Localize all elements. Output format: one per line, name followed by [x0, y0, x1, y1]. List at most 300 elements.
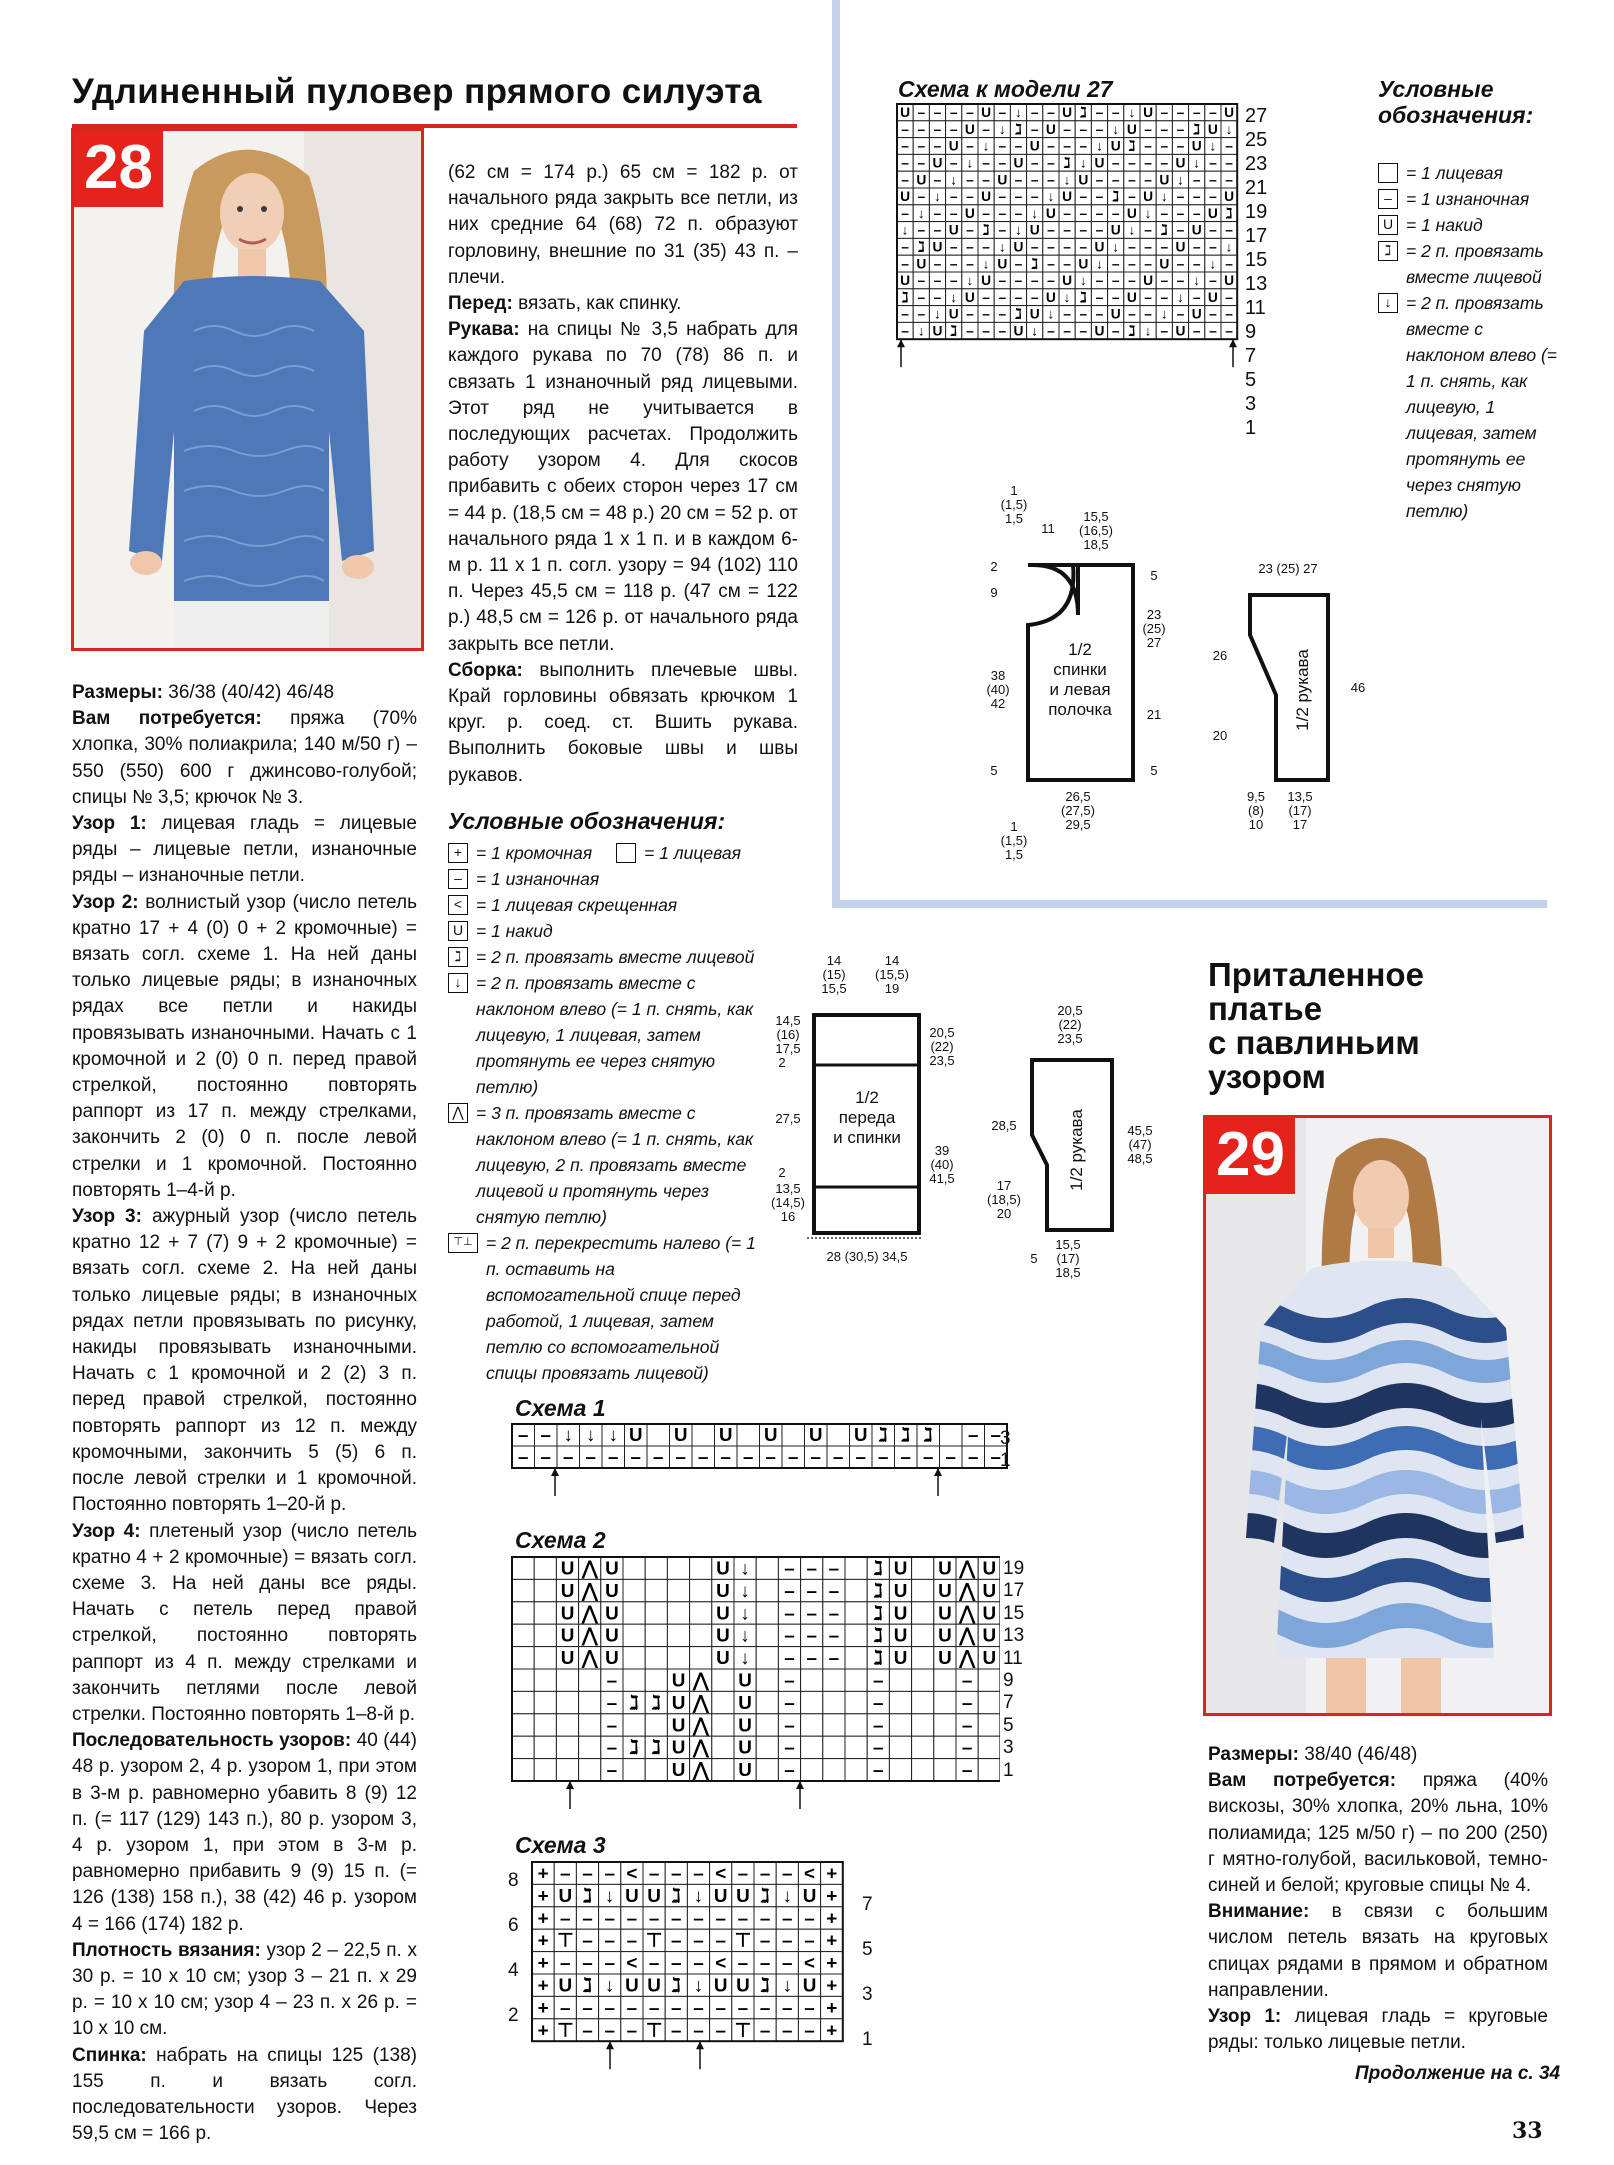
dim-b10: 20,5: [929, 1025, 955, 1040]
chart-symbol: –: [1144, 239, 1152, 255]
chart-symbol: –: [873, 1714, 884, 1736]
chart-symbol: –: [671, 1952, 682, 1974]
chart-symbol: ↓: [1015, 105, 1022, 121]
model27-chart-title: Схема к модели 27: [898, 76, 1113, 102]
chart-symbol: –: [933, 105, 942, 121]
chart-symbol: –: [671, 1929, 682, 1951]
body-label-2: и спинки: [833, 1128, 901, 1147]
dim-b6: 14,5: [775, 1013, 801, 1028]
chart-symbol: U: [938, 1624, 952, 1646]
chart-symbol: –: [945, 1446, 956, 1468]
chart-symbol: ⋀: [959, 1624, 975, 1646]
chart-symbol: U: [1143, 105, 1154, 121]
chart-symbol: –: [917, 121, 926, 137]
dim-b12: 23,5: [929, 1053, 955, 1068]
chart-cell: [556, 1669, 578, 1691]
chart-symbol: U: [1224, 189, 1235, 205]
chart-symbol: –: [1160, 289, 1169, 305]
chart-cell: [912, 1579, 934, 1601]
chart-cell: [512, 1736, 534, 1758]
dim-b5: 19: [884, 981, 900, 996]
chart-symbol: –: [966, 172, 974, 188]
chart-symbol: –: [873, 1669, 884, 1691]
model28-legend: + = 1 кромочная = 1 лицевая – = 1 изнаночная < = 1 лицевая скрещенная U = 1 накид ℷ = 2 п. провязать вместе лицевой ↓ = 2 п. провязать вместе с наклоном влево (= 1 п. снять, как лицевую, 1 лицевая, затем протянуть ее через снятую петлю) ⋀ = 3 п. провязать вместе с наклоном влево (= 1 п. снять, как лицевую, 2 п. провязать вместе лицевой и протянуть через снятую петлю) ⊤⊥ = 2 п. перекрестить налево (= 1 п. оставить на вспомогательной спице перед работой, 1 лицевая, затем петлю со вспомогательной спицы провязать лицевой): [448, 840, 763, 1386]
chart-symbol: U: [1078, 172, 1089, 188]
chart-cell: [645, 1647, 667, 1669]
svg-text:(40): (40): [986, 682, 1010, 697]
chart-symbol: U: [738, 1691, 752, 1713]
chart-symbol: –: [782, 1952, 793, 1974]
chart-symbol: –: [804, 1929, 815, 1951]
chart-cell: [534, 1714, 556, 1736]
scheme2-chart: [510, 1555, 1000, 1815]
chart-cell: [556, 1691, 578, 1713]
chart-symbol: ↓: [563, 1424, 573, 1446]
m27-body-label-3: полочка: [1048, 700, 1112, 719]
chart-symbol: –: [784, 1669, 795, 1691]
chart-symbol: –: [806, 1647, 817, 1669]
chart-symbol: U: [713, 1884, 728, 1906]
chart-symbol: –: [806, 1579, 817, 1601]
chart-symbol: –: [626, 1996, 638, 2018]
chart-symbol: –: [917, 105, 926, 121]
chart-symbol: ℷ: [651, 1691, 661, 1713]
chart-symbol: U: [1159, 256, 1170, 272]
chart-symbol: –: [1128, 172, 1136, 188]
chart-symbol: ↓: [740, 1579, 750, 1601]
chart-cell: [692, 1424, 715, 1446]
chart-symbol: +: [826, 1952, 838, 1974]
chart-cell: [690, 1557, 712, 1579]
chart-symbol: –: [961, 1691, 973, 1713]
repeat-arrowhead: [1229, 339, 1237, 347]
chart-cell: [845, 1691, 867, 1713]
chart-symbol: ↓: [782, 1974, 793, 1996]
chart-symbol: ↓: [982, 138, 990, 154]
purl-symbol: –: [1378, 189, 1398, 209]
chart-symbol: –: [1014, 138, 1023, 154]
chart-symbol: –: [784, 1647, 795, 1669]
chart-symbol: –: [855, 1446, 866, 1468]
chart-symbol: –: [966, 239, 974, 255]
chart-symbol: U: [716, 1602, 730, 1624]
chart-symbol: –: [949, 105, 958, 121]
chart-symbol: U: [802, 1974, 817, 1996]
chart-symbol: –: [966, 306, 974, 322]
svg-text:9,5: 9,5: [1246, 789, 1266, 804]
chart-symbol: U: [1094, 155, 1105, 171]
chart-symbol: –: [933, 172, 942, 188]
chart-symbol: –: [585, 1446, 596, 1468]
chart-symbol: –: [671, 2019, 682, 2041]
chart-symbol: –: [966, 189, 974, 205]
m27-body-label-1: спинки: [1053, 660, 1107, 679]
chart-cell: [912, 1602, 934, 1624]
dim-b9: 2: [778, 1055, 786, 1070]
scheme3-chart: [530, 1860, 860, 2070]
chart-symbol: ⋀: [692, 1669, 709, 1691]
chart-symbol: –: [782, 1862, 793, 1884]
chart-symbol: –: [540, 1424, 551, 1446]
chart-symbol: ↓: [1209, 256, 1217, 272]
chart-symbol: –: [671, 1996, 682, 2018]
chart-symbol: –: [1192, 189, 1201, 205]
chart-symbol: –: [604, 1996, 615, 2018]
chart-cell: [912, 1669, 934, 1691]
chart-cell: [534, 1624, 556, 1646]
chart-symbol: –: [608, 1446, 619, 1468]
chart-symbol: –: [990, 1446, 1001, 1468]
dim-b7: (16): [776, 1027, 800, 1042]
chart-symbol: –: [1030, 172, 1039, 188]
chart-symbol: U: [1013, 323, 1024, 339]
chart-cell: [556, 1736, 578, 1758]
chart-cell: [889, 1669, 911, 1691]
chart-symbol: –: [901, 306, 909, 322]
chart-cell: [823, 1669, 845, 1691]
chart-symbol: +: [537, 1884, 549, 1906]
chart-symbol: –: [966, 105, 974, 121]
chart-cell: [579, 1691, 601, 1713]
chart-symbol: –: [828, 1579, 840, 1601]
chart-symbol: –: [784, 1579, 795, 1601]
m27-body-label-2: и левая: [1049, 680, 1111, 699]
chart-symbol: ↓: [740, 1602, 750, 1624]
chart-symbol: –: [759, 1907, 771, 1929]
dim-s4: 17: [996, 1178, 1012, 1193]
chart-symbol: U: [893, 1647, 908, 1669]
chart-symbol: –: [961, 1759, 973, 1781]
chart-symbol: –: [784, 1602, 795, 1624]
chart-symbol: –: [1111, 205, 1120, 221]
chart-symbol: U: [916, 256, 927, 272]
chart-symbol: U: [1094, 239, 1105, 255]
chart-symbol: ↓: [1015, 222, 1022, 238]
chart-symbol: U: [605, 1579, 619, 1601]
chart-symbol: –: [606, 1669, 618, 1691]
chart-symbol: –: [606, 1714, 618, 1736]
chart-cell: [889, 1691, 911, 1713]
chart-symbol: –: [1192, 105, 1201, 121]
chart-symbol: U: [1062, 105, 1073, 121]
chart-cell: [756, 1624, 778, 1646]
chart-symbol: ℷ: [671, 1884, 681, 1906]
chart-cell: [667, 1624, 689, 1646]
chart-cell: [978, 1669, 1000, 1691]
chart-symbol: –: [1225, 155, 1233, 171]
chart-symbol: –: [648, 1862, 660, 1884]
chart-symbol: –: [982, 205, 990, 221]
chart-symbol: ↓: [1031, 205, 1039, 221]
chart-symbol: U: [716, 1579, 730, 1601]
chart-symbol: ℷ: [583, 1974, 592, 1996]
chart-symbol: ⋀: [581, 1557, 598, 1579]
chart-symbol: –: [828, 1624, 840, 1646]
chart-symbol: –: [806, 1602, 817, 1624]
chart-symbol: ℷ: [1225, 205, 1233, 221]
chart-symbol: –: [1079, 121, 1088, 137]
chart-cell: [712, 1669, 734, 1691]
chart-symbol: U: [560, 1647, 575, 1669]
chart-cell: [667, 1579, 689, 1601]
model28-photo: [71, 128, 424, 651]
chart-symbol: U: [932, 323, 943, 339]
dim-s8: (47): [1128, 1137, 1152, 1152]
chart-symbol: –: [784, 1624, 795, 1646]
chart-symbol: –: [604, 1862, 615, 1884]
dim-s10: 5: [1030, 1251, 1038, 1266]
chart-symbol: –: [582, 1996, 593, 2018]
chart-symbol: –: [1128, 155, 1136, 171]
chart-cell: [889, 1736, 911, 1758]
twisted-knit-symbol: <: [448, 895, 468, 915]
chart-symbol: +: [537, 1996, 549, 2018]
chart-cell: [512, 1602, 534, 1624]
chart-symbol: –: [1160, 273, 1169, 289]
chart-cell: [623, 1647, 645, 1669]
chart-symbol: –: [1079, 205, 1088, 221]
chart-symbol: U: [1175, 239, 1186, 255]
chart-symbol: –: [1209, 306, 1217, 322]
chart-symbol: ↓: [1112, 121, 1120, 137]
chart-symbol: –: [1111, 273, 1120, 289]
chart-symbol: +: [826, 1974, 838, 1996]
chart-symbol: –: [1095, 205, 1104, 221]
chart-symbol: –: [1014, 205, 1023, 221]
chart-symbol: –: [1079, 189, 1088, 205]
chart-symbol: –: [1209, 155, 1217, 171]
chart-cell: [934, 1736, 956, 1758]
chart-symbol: –: [1225, 306, 1233, 322]
chart-symbol: ↓: [740, 1624, 750, 1646]
chart-symbol: –: [1176, 205, 1185, 221]
svg-text:1,5: 1,5: [1004, 847, 1024, 862]
chart-symbol: –: [560, 1907, 571, 1929]
knit-symbol: [1378, 163, 1398, 183]
model28-schematic: [772, 955, 1172, 1285]
chart-symbol: U: [1224, 105, 1235, 121]
chart-symbol: –: [982, 172, 990, 188]
chart-cell: [690, 1579, 712, 1601]
svg-text:(1,5): (1,5): [1000, 497, 1028, 512]
chart-symbol: ⋀: [581, 1602, 598, 1624]
chart-symbol: –: [1063, 121, 1071, 137]
chart-symbol: +: [537, 1952, 549, 1974]
chart-symbol: –: [1144, 306, 1152, 322]
chart-symbol: –: [648, 1907, 660, 1929]
chart-symbol: U: [1094, 323, 1105, 339]
chart-cell: [912, 1624, 934, 1646]
chart-symbol: –: [804, 2019, 815, 2041]
chart-cell: [978, 1714, 1000, 1736]
dim-b16: (14,5): [772, 1195, 805, 1210]
chart-symbol: <: [715, 1952, 727, 1974]
chart-symbol: ℷ: [1161, 222, 1168, 238]
chart-cell: [934, 1691, 956, 1713]
chart-symbol: –: [737, 1862, 749, 1884]
chart-symbol: U: [1175, 155, 1186, 171]
svg-text:1: 1: [1010, 819, 1018, 834]
chart-symbol: +: [537, 1907, 549, 1929]
chart-symbol: ↓: [782, 1884, 793, 1906]
chart-symbol: U: [671, 1691, 686, 1713]
chart-symbol: U: [560, 1602, 575, 1624]
chart-symbol: U: [1191, 306, 1202, 322]
chart-symbol: –: [582, 1952, 593, 1974]
svg-text:(16,5): (16,5): [1079, 523, 1113, 538]
k2tog-symbol: ℷ: [448, 947, 468, 967]
chart-symbol: –: [1160, 323, 1169, 339]
chart-symbol: ↓: [1063, 172, 1071, 188]
chart-symbol: –: [917, 155, 926, 171]
chart-symbol: ↓: [1128, 105, 1136, 121]
chart-cell: [667, 1557, 689, 1579]
chart-symbol: U: [1045, 289, 1056, 305]
dress-photo-illustration: [1206, 1118, 1549, 1713]
chart-symbol: –: [1063, 239, 1071, 255]
chart-symbol: –: [998, 273, 1007, 289]
chart-symbol: –: [1225, 256, 1233, 272]
continued-note: Продолжение на с. 34: [1355, 2063, 1561, 2084]
chart-symbol: –: [582, 1907, 593, 1929]
chart-symbol: ↓: [604, 1974, 615, 1996]
model28-right-text: (62 см = 174 р.) 65 см = 182 р. от начального ряда закрыть все петли, из них средние 64 (68) 72 п. образуют горловину, внешние по 31 (35) 43 п. – плечи. Перед: вязать, как спинку. Рукава: на спицы № 3,5 набрать для каждого рукава по 70 (78) 86 п. и связать 1 изнаночный ряд лицевыми. Этот ряд не учитывается в последующих расчетах. Продолжить работу узором 4. Для скосов прибавить с обеих сторон через 17 см = 44 р. (18,5 см = 48 р.) 20 см = 52 р. от начального ряда 1 х 1 п. и в каждом 6-м р. 11 х 1 п. согл. узору = 94 (102) 110 п. Через 45,5 см = 118 р. (47 см = 122 р.) 48,5 см = 126 р. от начального ряда закрыть все петли. Сборка: выполнить плечевые швы. Край горловины обвязать крючком 1 круг. р. соед. ст. Вшить рукава. Выполнить боковые швы и швы рукавов.: [448, 162, 798, 786]
scheme3-row-labels-right: 7 5 3 1: [862, 1894, 873, 2050]
chart-symbol: <: [626, 1952, 638, 1974]
chart-symbol: –: [1095, 172, 1104, 188]
sleeve-label: 1/2 рукава: [1067, 1109, 1086, 1191]
chart-symbol: –: [1160, 205, 1169, 221]
chart-symbol: U: [1078, 256, 1089, 272]
chart-symbol: –: [933, 205, 942, 221]
chart-cell: [690, 1624, 712, 1646]
chart-symbol: ℷ: [671, 1974, 681, 1996]
chart-symbol: ⊤: [645, 1929, 663, 1951]
chart-symbol: –: [828, 1602, 840, 1624]
chart-symbol: ↓: [934, 306, 941, 322]
chart-symbol: ↓: [982, 256, 990, 272]
chart-cell: [512, 1579, 534, 1601]
chart-symbol: –: [1144, 222, 1152, 238]
chart-symbol: –: [901, 155, 909, 171]
chart-symbol: U: [802, 1884, 817, 1906]
chart-symbol: –: [873, 1759, 884, 1781]
chart-symbol: –: [1030, 105, 1039, 121]
m27-sleeve-label: 1/2 рукава: [1293, 649, 1312, 731]
chart-symbol: U: [1207, 121, 1218, 137]
chart-symbol: –: [1095, 189, 1104, 205]
chart-symbol: ℷ: [901, 289, 909, 305]
chart-symbol: –: [1111, 256, 1120, 272]
model27-frame-bottom: [832, 900, 1547, 908]
dim-b20: 41,5: [929, 1171, 955, 1186]
chart-symbol: –: [1176, 189, 1185, 205]
m27-body-label-0: 1/2: [1068, 640, 1092, 659]
chart-cell: [845, 1736, 867, 1758]
chart-symbol: U: [982, 1602, 997, 1624]
chart-symbol: –: [737, 1952, 749, 1974]
chart-symbol: ↓: [998, 239, 1006, 255]
chart-symbol: –: [784, 1557, 795, 1579]
chart-symbol: <: [715, 1862, 727, 1884]
chart-symbol: –: [961, 1714, 973, 1736]
chart-symbol: –: [998, 222, 1007, 238]
chart-symbol: –: [782, 1907, 793, 1929]
chart-symbol: ↓: [693, 1974, 704, 1996]
chart-symbol: ⊤: [734, 1929, 752, 1951]
chart-cell: [534, 1736, 556, 1758]
chart-symbol: –: [759, 2019, 771, 2041]
chart-symbol: –: [1014, 289, 1023, 305]
chart-symbol: –: [1030, 239, 1039, 255]
scheme1-row-1: 1: [1000, 1450, 1011, 1471]
yarn-over-symbol: U: [1378, 215, 1398, 235]
svg-text:21: 21: [1146, 707, 1162, 722]
chart-symbol: –: [1030, 155, 1039, 171]
model27-legend-title: Условные обозначения:: [1378, 76, 1534, 128]
chart-symbol: –: [1160, 105, 1169, 121]
chart-symbol: –: [765, 1446, 776, 1468]
chart-symbol: U: [1224, 273, 1235, 289]
chart-symbol: U: [560, 1557, 575, 1579]
chart-symbol: ℷ: [629, 1736, 639, 1758]
chart-symbol: –: [1095, 273, 1104, 289]
model29-badge: 29: [1206, 1118, 1295, 1194]
chart-symbol: –: [1144, 138, 1152, 154]
chart-symbol: –: [933, 138, 942, 154]
chart-cell: [845, 1669, 867, 1691]
chart-symbol: U: [605, 1624, 619, 1646]
page-number: 33: [1512, 2118, 1543, 2144]
chart-symbol: <: [626, 1862, 638, 1884]
chart-symbol: –: [917, 222, 926, 238]
chart-symbol: U: [893, 1602, 908, 1624]
chart-symbol: –: [966, 222, 974, 238]
chart-symbol: ↓: [693, 1884, 704, 1906]
svg-text:26: 26: [1212, 648, 1228, 663]
chart-symbol: –: [982, 239, 990, 255]
chart-symbol: U: [1062, 189, 1073, 205]
dim-b3: 14: [884, 955, 900, 968]
chart-symbol: ↓: [917, 205, 925, 221]
chart-cell: [912, 1647, 934, 1669]
chart-symbol: –: [540, 1446, 551, 1468]
chart-symbol: –: [1079, 222, 1088, 238]
sk2p-symbol: ⋀: [448, 1103, 468, 1123]
chart-symbol: U: [713, 1974, 728, 1996]
dim-s11: 15,5: [1055, 1237, 1081, 1252]
chart-symbol: U: [647, 1884, 661, 1906]
svg-text:23: 23: [1146, 607, 1162, 622]
chart-symbol: –: [604, 2019, 615, 2041]
chart-symbol: –: [1209, 239, 1217, 255]
chart-symbol: ↓: [1096, 138, 1103, 154]
chart-symbol: U: [1013, 155, 1024, 171]
chart-symbol: U: [948, 138, 959, 154]
chart-cell: [512, 1669, 534, 1691]
chart-symbol: ℷ: [873, 1647, 883, 1669]
chart-symbol: –: [901, 205, 909, 221]
chart-symbol: U: [738, 1669, 752, 1691]
chart-symbol: –: [626, 2019, 638, 2041]
chart-symbol: –: [782, 2019, 793, 2041]
chart-symbol: ℷ: [1080, 289, 1087, 305]
scheme2-row-labels: 19 17 15 13 11 9 7 5 3 1: [1003, 1558, 1025, 1781]
chart-symbol: –: [784, 1736, 795, 1758]
chart-symbol: ↓: [1209, 138, 1217, 154]
chart-symbol: –: [715, 1929, 726, 1951]
chart-symbol: ⋀: [959, 1647, 975, 1669]
